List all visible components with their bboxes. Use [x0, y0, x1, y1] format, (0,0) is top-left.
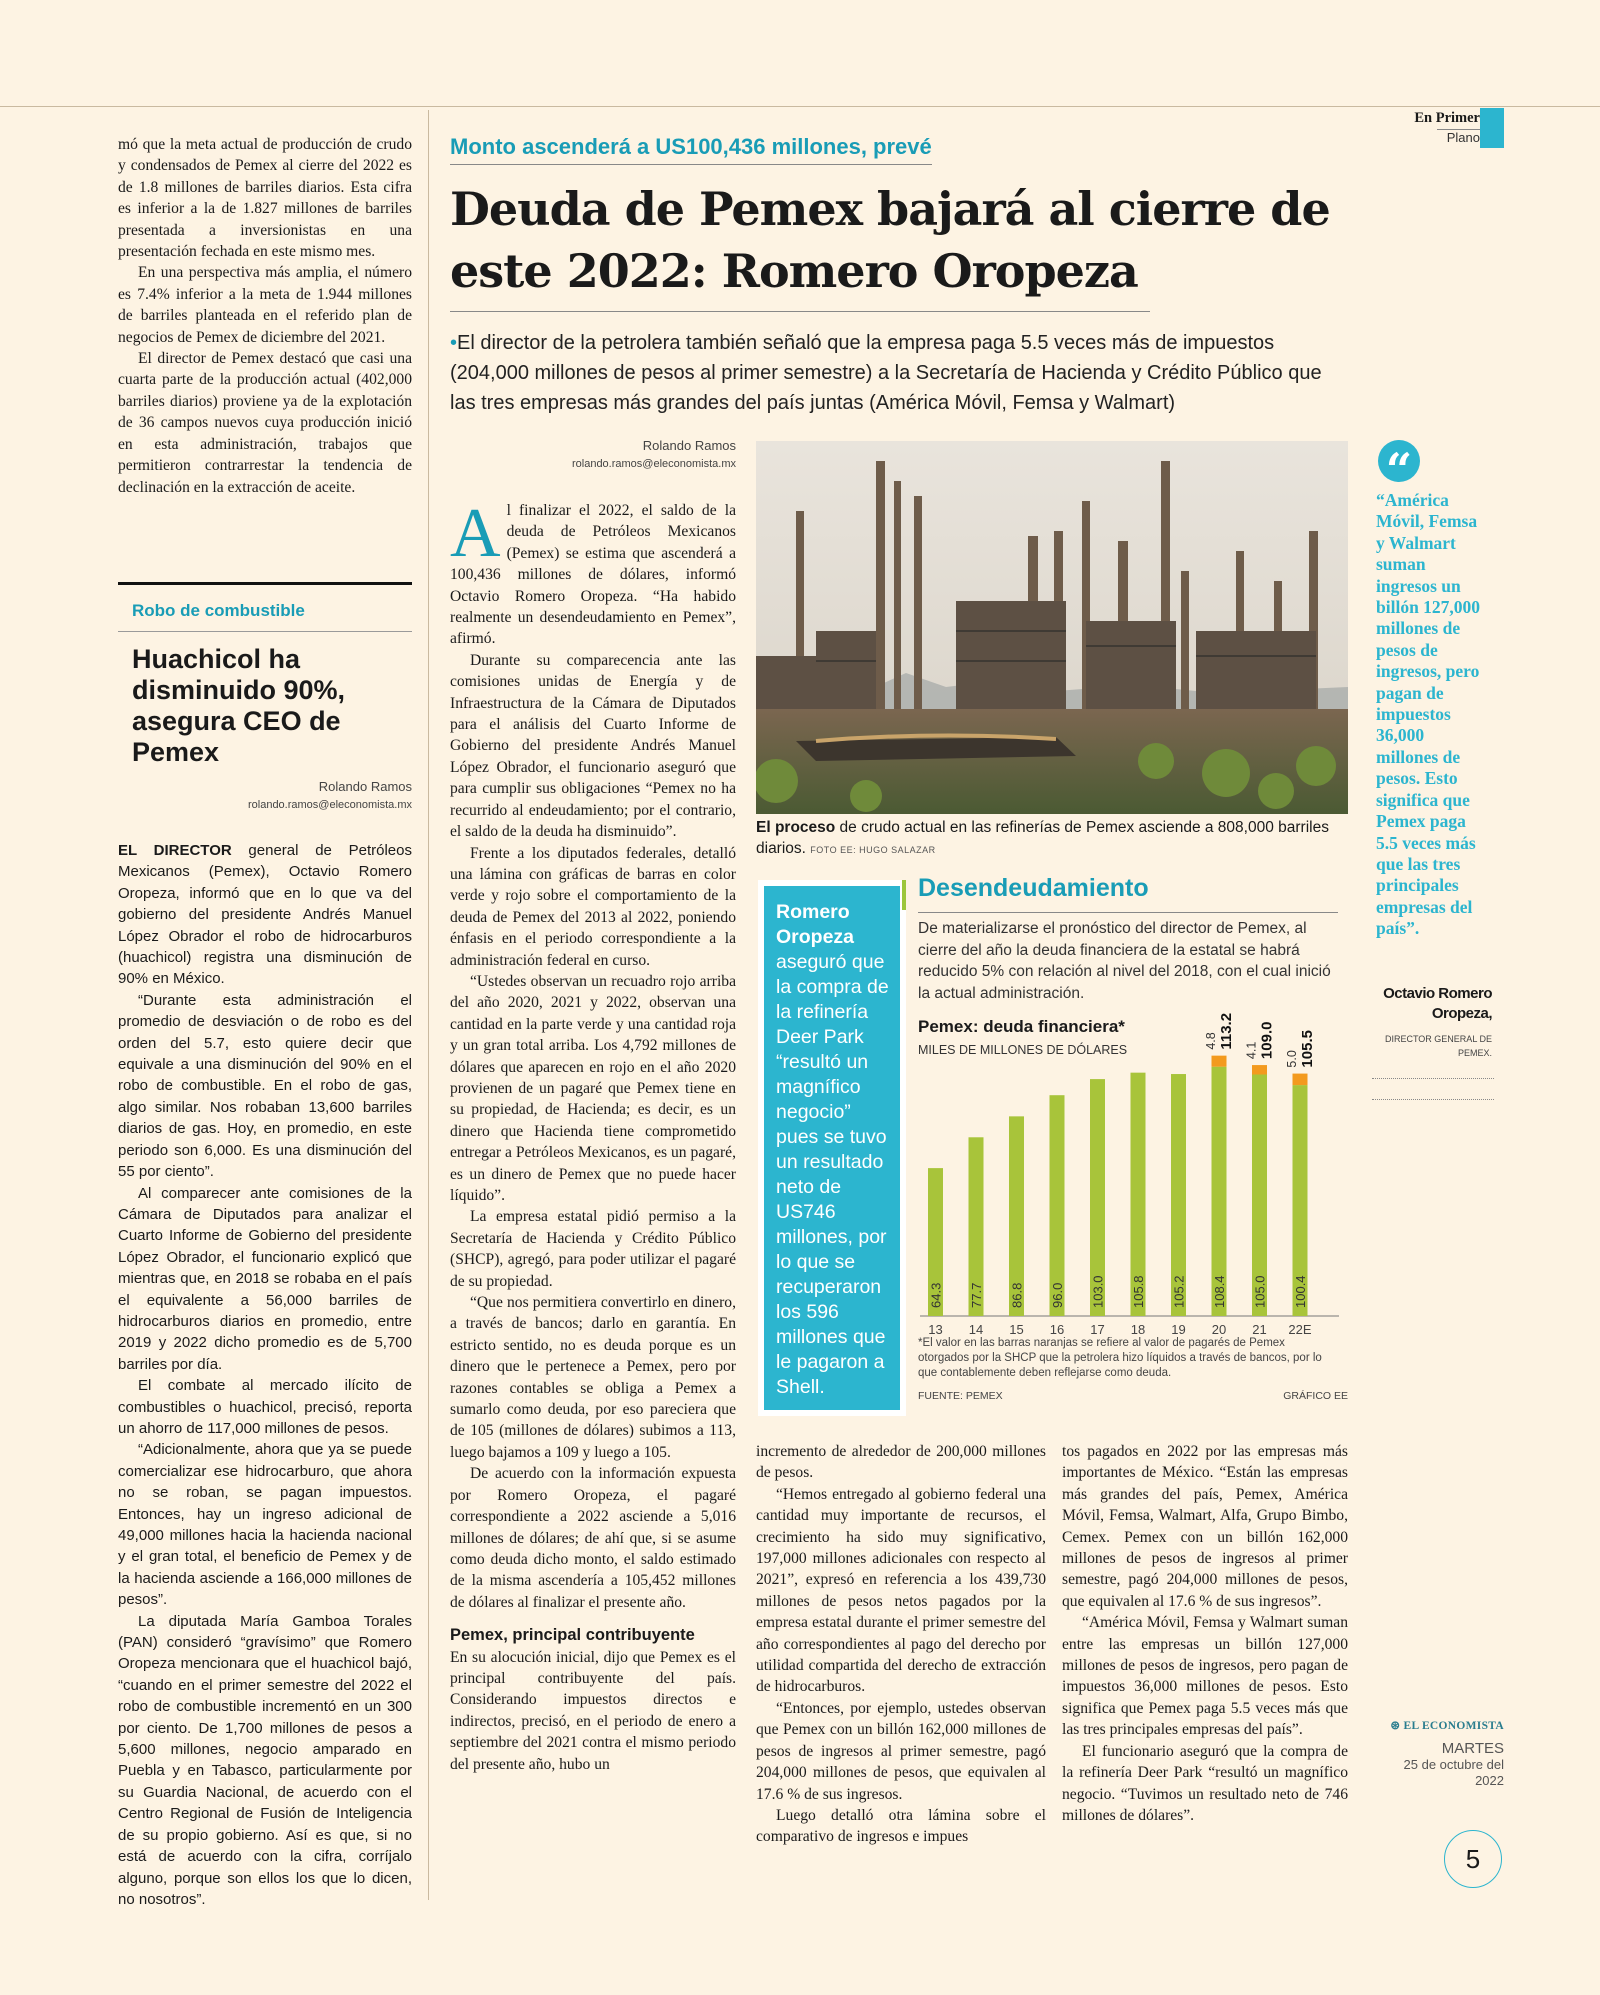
main-headline: Deuda de Pemex bajará al cierre de este 2022: Romero Oropeza [450, 182, 1330, 298]
pagare-label-20: 4.8 [1204, 1032, 1218, 1050]
publication-day: MARTES [1441, 1740, 1504, 1757]
side-story-p0: general de Petróleos Mexicanos (Pemex), Octavio Romero Oropeza, informó que en lo que va del gobierno del presidente Andrés Manuel López Obrador el robo de hidrocarburos (huachicol) registra una disminución de 90% en México. [118, 842, 412, 988]
main-column-2 [756, 1441, 1046, 1848]
chart-box-title: Desendeudamiento [918, 874, 1149, 902]
value-label-15: 86.8 [1009, 1282, 1025, 1308]
value-label-13: 64.3 [928, 1282, 944, 1308]
paragraph: Luego detalló otra lámina sobre el comparativo de ingresos e impues [756, 1806, 1046, 1846]
x-tick-17: 17 [1090, 1322, 1105, 1336]
paragraph: tos pagados en 2022 por las empresas más importantes de México. “Están las empresas más grandes del país, Pemex, América Móvil, Femsa, Walmart, Alfa, Grupo Bimbo, Cemex. Pemex con un billón 162,000 millones de pesos de ingresos al primer semestre, pagó 204,000 millones de pesos, que equivalen al 17.6 % de sus ingresos”. [1062, 1443, 1348, 1610]
paragraph: mó que la meta actual de producción de crudo y condensados de Pemex al cierre del 2022 es de 1.8 millones de barriles diarios. Esta cifra es inferior a la de 1.827 millones de barriles presentada a inversionistas en una presentación fechada en este mismo mes. [118, 136, 412, 261]
refinery-image [756, 441, 1348, 814]
bar-pagare-20 [1212, 1056, 1227, 1067]
paragraph: La empresa estatal pidió permiso a la Secretaría de Hacienda y Crédito Público (SHCP), agregó, para poder utilizar el pagaré de su propiedad. [450, 1208, 736, 1290]
value-label-16: 96.0 [1050, 1282, 1065, 1308]
value-label-20: 108.4 [1212, 1275, 1227, 1308]
section-tab-line1: En Primer [1414, 110, 1480, 126]
side-story-kicker: Robo de combustible [118, 585, 412, 632]
section-tab-line2: Plano [1437, 129, 1480, 145]
paragraph: Durante su comparecencia ante las comisiones unidas de Energía y de Infraestructura de la Cámara de Diputados para el análisis del Cuarto Informe de Gobierno del presidente Andrés Manuel López Obrador, el funcionario aseguró que para cumplir sus obligaciones “Pemex no ha recurrido al endeudamiento; por el contrario, el saldo de la deuda ha disminuido”. [450, 651, 736, 841]
paragraph: De acuerdo con la información expuesta por Romero Oropeza, el pagaré correspondiente a 2022 asciende a 5,016 millones de dólares; de ahí que, si se asume como deuda dicho monto, el saldo estimado de la misma ascendería a 105,452 millones de dólares al finalizar el presente año. [450, 1465, 736, 1611]
callout-text: aseguró que la compra de la refinería Deer Park “resultó un magnífico negocio” pues se tuvo un resultado neto de US746 millones, por lo que se recuperaron los 596 millones que le pagaron a Shell. [776, 951, 889, 1398]
side-story-email: rolando.ramos@eleconomista.mx [247, 799, 412, 811]
pull-quote-role: DIRECTOR GENERAL DE PEMEX. [1384, 1034, 1492, 1058]
x-tick-22E: 22E [1288, 1322, 1312, 1336]
chart-source-line [918, 1390, 1348, 1402]
deck-text: El director de la petrolera también señaló que la empresa paga 5.5 veces más de impuestos (204,000 millones de pesos al primer semestre) a la Secretaría de Hacienda y Crédito Público que las tres empresas más grandes del país juntas (América Móvil, Femsa y Walmart) [450, 332, 1322, 414]
paragraph: “Ustedes observan un recuadro rojo arriba del año 2020, 2021 y 2022, observan una cantidad en la parte verde y una cantidad roja y un gran total arriba. Los 4,792 millones de dólares que aparecen en rojo en el año 2020 provienen de un pagaré que Pemex tiene en su propiedad, de Hacienda; es decir, es un dinero que Hacienda tiene comprometido entregar a Petróleos Mexicanos, es un pagaré, es un dinero de Pemex que no puede hacer líquido”. [450, 972, 736, 1204]
refinery-photo [756, 441, 1348, 814]
side-story-body [118, 840, 412, 1910]
subhead: Pemex, principal contribuyente [450, 1626, 695, 1645]
caption-bold: El proceso [756, 819, 836, 836]
side-story-title: Huachicol ha disminuido 90%, asegura CEO de Pemex [132, 644, 346, 767]
side-story-header [118, 582, 412, 768]
main-email: rolando.ramos@eleconomista.mx [571, 458, 736, 470]
paragraph: La diputada María Gamboa Torales (PAN) consideró “gravísimo” que Romero Oropeza mencionara que el huachicol bajó, “cuando en el primer semestre del 2022 el robo de combustible incrementó en un 300 por ciento. De 1,700 millones de pesos a 5,600 millones, negocio amparado en Puebla y en Tabasco, particularmente por su Guardia Nacional, de acuerdo con el Centro Regional de Fusión de Inteligencia de su propio gobierno. Así es que, si no está de acuerdo con la cifra, corríjalo alguno, porque son ellos los que lo dicen, no nosotros”. [118, 1612, 412, 1908]
sidebar-callout [758, 880, 906, 1416]
bar-pagare-21 [1252, 1065, 1267, 1074]
chart-title-rule [918, 912, 1338, 913]
section-tab [1386, 108, 1504, 154]
paragraph: “América Móvil, Femsa y Walmart suman entre las empresas un billón 127,000 millones de pesos de ingresos, pero pagan de impuestos 36,000 millones de pesos. Esto significa que Pemex paga 5.5 veces más que las tres principales empresas del país”. [1062, 1614, 1348, 1739]
main-byline [450, 436, 736, 472]
value-label-22E: 100.4 [1293, 1275, 1308, 1308]
value-label-21: 105.0 [1252, 1275, 1268, 1308]
publication-info [1386, 1718, 1504, 1789]
paragraph: “Hemos entregado al gobierno federal una cantidad muy importante de recursos, el crecimiento ha sido muy significativo, 197,000 millones adicionales con respecto al 2021”, expresó en referencia a los 439,730 millones de pesos netos pagados por la empresa estatal durante el primer semestre del año correspondientes al pago del derecho por utilidad compartida del derecho de extracción de hidrocarburos. [756, 1485, 1046, 1696]
chart-unit: MILES DE MILLONES DE DÓLARES [918, 1043, 1128, 1057]
total-label-20: 113.2 [1218, 1012, 1235, 1050]
pagare-label-21: 4.1 [1244, 1041, 1259, 1060]
bar-pagare-22E [1293, 1074, 1308, 1086]
chart-title: Pemex: deuda financiera* [918, 1017, 1125, 1036]
paragraph: El funcionario aseguró que la compra de la refinería Deer Park “resultó un magnífico negocio. “Tuvimos un resultado neto de 746 millones de dólares”. [1062, 1742, 1348, 1824]
pull-quote: “América Móvil, Femsa y Walmart suman ingresos un billón 127,000 millones de pesos de ingresos, pero pagan de impuestos 36,000 millones de pesos. Esto significa que Pemex paga 5.5 veces más que las tres principales empresas del país”. [1376, 490, 1481, 939]
main-author: Rolando Ramos [642, 438, 736, 453]
main-column-3 [1062, 1441, 1348, 1826]
pull-quote-divider [1372, 1078, 1494, 1100]
x-tick-15: 15 [1009, 1322, 1024, 1336]
paragraph: “Que nos permitiera convertirlo en dinero, a través de bancos; darlo en garantía. En estricto sentido, no es deuda porque es un dinero que le pertenece a Pemex, pero por razones contables se obliga a Pemex a sumarlo como deuda, por eso pareciera que de 105 (millones de dólares) subimos a 113, luego bajamos a 109 y luego a 105. [450, 1294, 736, 1461]
paragraph: El director de Pemex destacó que casi una cuarta parte de la producción actual (402,000 barriles diarios) proviene ya de la explotación de 36 campos nuevos cuya producción inició en esta administración, trabajos que permitieron contrarrestar la tendencia de declinación en la extracción de aceite. [118, 350, 412, 496]
x-tick-20: 20 [1211, 1322, 1227, 1336]
paragraph: En su alocución inicial, dijo que Pemex es el principal contribuyente del país. Considerando impuestos directos e indirectos, precisó, en el periodo de enero a septiembre del 2021 contra el mismo periodo del presente año, hubo un [450, 1648, 736, 1773]
publication-logo: ⊛ EL ECONOMISTA [1390, 1720, 1504, 1732]
main-column-1 [450, 495, 736, 1775]
total-label-21: 109.0 [1258, 1021, 1276, 1060]
paragraph: Frente a los diputados federales, detalló una lámina con gráficas de barras en color verde y rojo sobre el comportamiento de la deuda de Pemex del 2013 al 2022, poniendo énfasis en el periodo correspondiente a la administración federal en curso. [450, 844, 736, 969]
top-rule [0, 106, 1600, 107]
caption-text: de crudo actual en las refinerías de Pemex asciende a 808,000 barriles diarios. [756, 819, 1329, 857]
column-rule [428, 110, 429, 1900]
x-tick-16: 16 [1049, 1322, 1065, 1336]
section-tab-marker [1480, 108, 1504, 148]
value-label-17: 103.0 [1090, 1275, 1106, 1308]
paragraph: “Adicionalmente, ahora que ya se puede comercializar ese hidrocarburo, que ahora no se roban, se pagan impuestos. Entonces, hay un ingreso adicional de 49,000 millones hacia la hacienda nacional y el gran total, el beneficio de Pemex y de la hacienda asciende a 166,000 millones de pesos”. [118, 1441, 412, 1609]
total-label-22E: 105.5 [1299, 1030, 1316, 1068]
value-label-18: 105.8 [1131, 1275, 1146, 1308]
quote-mark-icon: “ [1378, 440, 1420, 482]
page-number: 5 [1444, 1830, 1502, 1888]
x-tick-19: 19 [1171, 1322, 1186, 1336]
pagare-label-22E: 5.0 [1285, 1050, 1299, 1068]
paragraph: “Durante esta administración el promedio de desviación o de robo es del orden del 5.7, esto quiere decir que equivale a una disminución del 90% en el robo de combustible. En el robo de gas, algo similar. Nos robaban 13,600 barriles diarios de gas. Hoy, en promedio, en este periodo son 6,000. Es una disminución del 55 por ciento”. [118, 991, 412, 1181]
paragraph: Al comparecer ante comisiones de la Cámara de Diputados para analizar el Cuarto Informe de Gobierno del presidente López Obrador, el funcionario explicó que mientras que, en 2018 se robaba en el país el equivalente a 56,000 barriles de hidrocarburos diarios en promedio, entre 2019 y 2022 dicho promedio es de 5,700 barriles por día. [118, 1184, 412, 1373]
value-label-14: 77.7 [969, 1282, 984, 1308]
callout-bold: Romero Oropeza [776, 901, 855, 948]
paragraph: “Entonces, por ejemplo, ustedes observan que Pemex con un billón 162,000 millones de pesos de ingresos al primer semestre, pagó 204,000 millones de pesos, que equivalen al 17.6 % de sus ingresos. [756, 1699, 1046, 1803]
x-tick-18: 18 [1130, 1322, 1146, 1336]
publication-date: 25 de octubre del 2022 [1403, 1757, 1504, 1788]
dropcap: A [450, 495, 501, 572]
side-story-author: Rolando Ramos [318, 779, 412, 794]
left-intro-text [118, 134, 412, 498]
main-deck [450, 328, 1334, 418]
main-lead: l finalizar el 2022, el saldo de la deuda de Petróleos Mexicanos (Pemex) se estima que ascenderá a 100,436 millones de dólares, informó Octavio Romero Oropeza. “Ha habido realmente un desendeudamiento en Pemex”, afirmó. [450, 502, 736, 648]
deck-bullet: • [450, 332, 458, 354]
pull-quote-author: Octavio Romero Oropeza, [1383, 985, 1492, 1022]
photo-caption [756, 817, 1356, 861]
chart-intro: De materializarse el pronóstico del director de Pemex, al cierre del año la deuda financiera de la estatal se habrá reducido 5% con relación al nivel del 2018, con el cual inició la actual administración. [918, 920, 1331, 1002]
headline-rule [450, 311, 1150, 312]
x-tick-13: 13 [928, 1322, 943, 1336]
x-tick-21: 21 [1252, 1322, 1267, 1336]
chart-note: *El valor en las barras naranjas se refiere al valor de pagarés de Pemex otorgados por la SHCP que la petrolera hizo líquidos a través de bancos, por lo que contablemente deben reflejarse como deuda. [918, 1337, 1322, 1379]
side-story-byline [118, 777, 412, 813]
side-story-lead: EL DIRECTOR [118, 842, 232, 859]
main-kicker: Monto ascenderá a US100,436 millones, prevé [450, 134, 932, 165]
photo-credit: FOTO EE: HUGO SALAZAR [810, 845, 936, 855]
x-tick-14: 14 [968, 1322, 984, 1336]
chart-source: FUENTE: PEMEX [918, 1390, 1003, 1402]
paragraph: En una perspectiva más amplia, el número es 7.4% inferior a la meta de 1.944 millones de barriles planteada en el referido plan de negocios de Pemex de diciembre del 2021. [118, 264, 412, 346]
debt-bar-chart [914, 1000, 1344, 1336]
paragraph: incremento de alrededor de 200,000 millones de pesos. [756, 1443, 1046, 1482]
value-label-19: 105.2 [1171, 1275, 1187, 1308]
chart-accent-bar [902, 880, 906, 910]
paragraph: El combate al mercado ilícito de combustibles o huachicol, precisó, reporta un ahorro de 117,000 millones de pesos. [118, 1377, 412, 1437]
chart-credit: GRÁFICO EE [1283, 1390, 1348, 1402]
